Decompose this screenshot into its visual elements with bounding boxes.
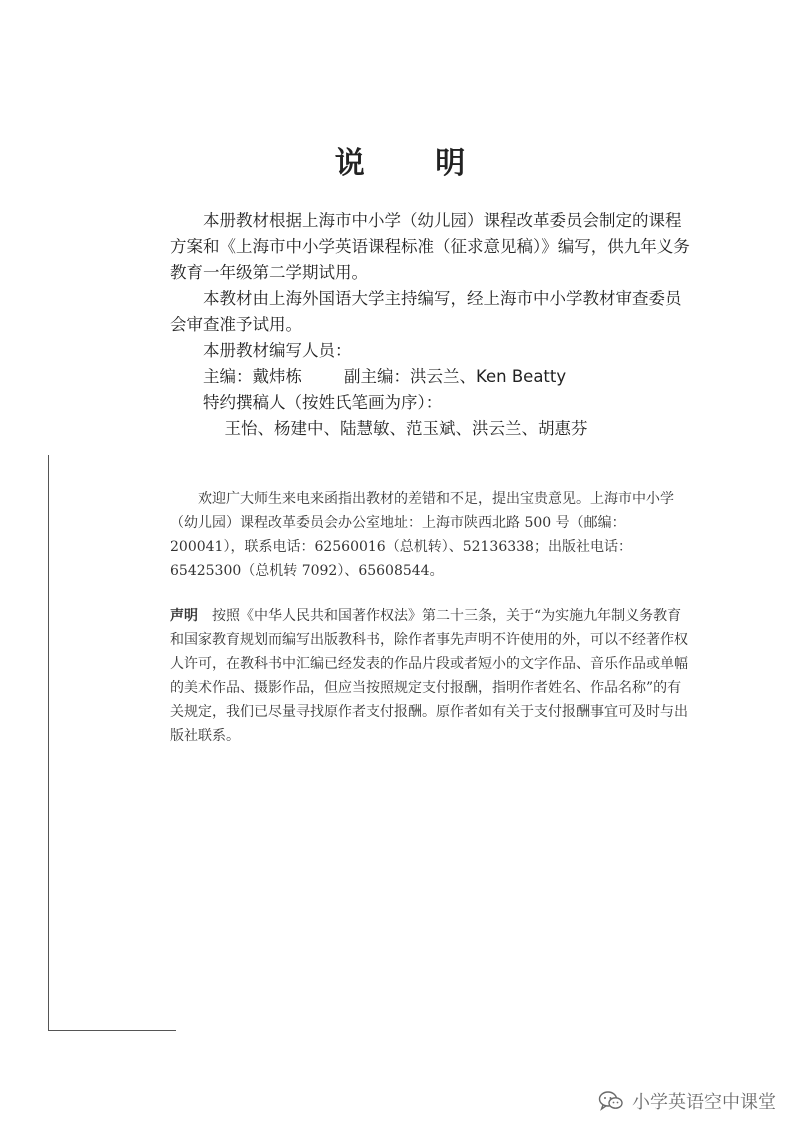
staff-heading: 本册教材编写人员：	[203, 341, 352, 360]
feedback-notice-text: 欢迎广大师生来电来函指出教材的差错和不足，提出宝贵意见。上海市中小学（幼儿园）课程改革委员会办公室地址：上海市陕西北路 500 号（邮编：200041），联系电话：62560016（总机转）、52136338；出版社电话：65425300（总机转 7092）、65608544。	[170, 491, 674, 579]
contributors-list: 王怡、杨建中、陆慧敏、范玉斌、洪云兰、胡惠芬	[224, 419, 588, 438]
intro-paragraph-1: 本册教材根据上海市中小学（幼儿园）课程改革委员会制定的课程方案和《上海市中小学英语课程标准（征求意见稿）》编写，供九年义务教育一年级第二学期试用。	[170, 211, 690, 282]
wechat-icon	[598, 1090, 624, 1112]
watermark	[598, 1086, 776, 1116]
intro-section	[170, 208, 690, 442]
contributors-heading: 特约撰稿人（按姓氏笔画为序）：	[203, 393, 443, 412]
feedback-notice	[170, 487, 690, 583]
editors-line	[170, 364, 690, 390]
copyright-declaration	[170, 604, 695, 748]
declaration-heading: 声明	[170, 608, 198, 624]
chief-editor: 主编：戴炜栋	[203, 367, 302, 386]
page-edge-line	[48, 455, 49, 1030]
deputy-editor: 副主编：洪云兰、Ken Beatty	[344, 367, 567, 386]
declaration-text: 按照《中华人民共和国著作权法》第二十三条，关于“为实施九年制义务教育和国家教育规划而编写出版教科书，除作者事先声明不许使用的外，可以不经著作权人许可，在教科书中汇编已经发表的作品片段或者短小的文字作品、音乐作品或单幅的美术作品、摄影作品，但应当按照规定支付报酬，指明作者姓名、作品名称”的有关规定，我们已尽量寻找原作者支付报酬。原作者如有关于支付报酬事宜可及时与出版社联系。	[170, 608, 688, 744]
watermark-text: 小学英语空中课堂	[632, 1092, 776, 1113]
page-bottom-line	[48, 1030, 176, 1031]
intro-paragraph-2: 本教材由上海外国语大学主持编写，经上海市中小学教材审查委员会审查准予试用。	[170, 289, 682, 334]
page-title: 说 明	[334, 146, 496, 181]
